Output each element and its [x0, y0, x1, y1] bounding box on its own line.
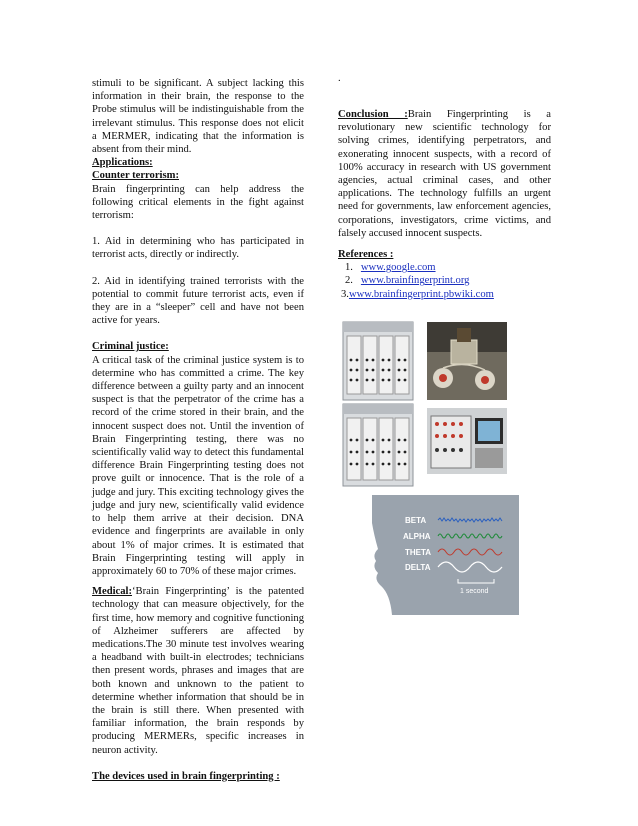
reference-number: 1. [345, 262, 353, 274]
brainwaves-figure [372, 495, 519, 615]
lab-equipment-image [427, 408, 507, 474]
devices-heading: The devices used in brain fingerprinting : [92, 770, 280, 782]
counter-terrorism-heading: Counter terrorism: [92, 170, 179, 182]
counter-terrorism-paragraph: Brain fingerprinting can help address the following critical elements in the fight against terrorism: [92, 183, 304, 222]
reference-number: 2. [345, 275, 353, 287]
wave-label-delta: DELTA [405, 563, 431, 572]
intro-paragraph: stimuli to be significant. A subject lacking this information in their brain, the response to the Probe stimulus will be indistinguishable from the irrelevant stimulus. This response does not elicit a MERMER, indicating that the information is absent from their mind. [92, 78, 304, 156]
reference-item [338, 274, 551, 287]
medical-heading: Medical: [92, 586, 133, 598]
applications-heading: Applications: [92, 157, 153, 169]
right-column [338, 72, 551, 301]
wave-label-beta: BETA [405, 516, 427, 525]
medical-text: ‘Brain Fingerprinting’ is the patented technology that can measure objectively, for the first time, how memory and cognitive functioning of Alzheimer sufferers are affected by medications.The 30 minute test involves wearing a headband with built-in electrodes; technicians then present words, phrases and images that are both known and unknown to the patient to determine whether information that should be in the brain is still there. When presented with familiar information, the brain responds by producing MERMERs, specific increases in neuron activity. [92, 586, 304, 756]
references-list [338, 261, 551, 301]
reference-number: 3. [341, 288, 349, 300]
wave-label-alpha: ALPHA [403, 532, 431, 541]
reference-item [338, 288, 551, 301]
criminal-justice-paragraph: A critical task of the criminal justice system is to determine who has committed a crime. The key difference between a guilty party and an innocent suspect is that the perpetrator of the crime has a record of the crime stored in their brain, and the innocent suspect does not. Until the invention of Brain Fingerprinting testing, there was no scientifically valid way to detect this fundamental difference Brain Fingerprinting testing does not prove guilt or innocence. That is the role of a judge and jury. This exciting technology gives the judge and jury new, scientifically valid evidence to help them arrive at their decision. DNA evidence and fingerprints are available in only about 1% of major crimes. It is estimated that Brain Fingerprinting testing will apply in approximately 60 to 70% of these major crimes. [92, 354, 304, 577]
conclusion-heading: Conclusion : [338, 109, 408, 120]
reference-link[interactable]: www.google.com [360, 262, 436, 274]
aid-two-paragraph: 2. Aid in identifying trained terrorists with the potential to commit future terrorist acts, even if they are in a “sleeper” cell and have not been active for years. [92, 275, 304, 327]
reference-item [338, 261, 551, 274]
device-photos-figure [339, 320, 509, 490]
aid-one-paragraph: 1. Aid in determining who has participated in terrorist acts, directly or indirectly. [92, 236, 304, 261]
wave-label-theta: THETA [405, 548, 432, 557]
stray-dot: . [338, 73, 341, 84]
time-scale-label: 1 second [460, 588, 489, 595]
conclusion-paragraph [338, 108, 551, 240]
left-column [92, 77, 304, 783]
conclusion-text: Brain Fingerprinting is a revolutionary new scientific technology for solving crimes, identifying perpetrators, and exonerating innocent suspects, with a record of 100% accuracy in research with US government agencies, actual criminal cases, and other applications. The technology fulfills an urgent need for governments, law enforcement agencies, corporations, investigators, crime victims, and falsely accused innocent suspects. [338, 109, 552, 239]
medical-paragraph [92, 585, 304, 757]
reference-link[interactable]: www.brainfingerprint.pbwiki.com [348, 288, 494, 300]
references-heading: References : [338, 249, 394, 261]
criminal-justice-heading: Criminal justice: [92, 341, 169, 353]
electrodes-image [427, 322, 507, 400]
reference-link[interactable]: www.brainfingerprint.org [360, 275, 470, 287]
rack-device-image [343, 322, 413, 486]
